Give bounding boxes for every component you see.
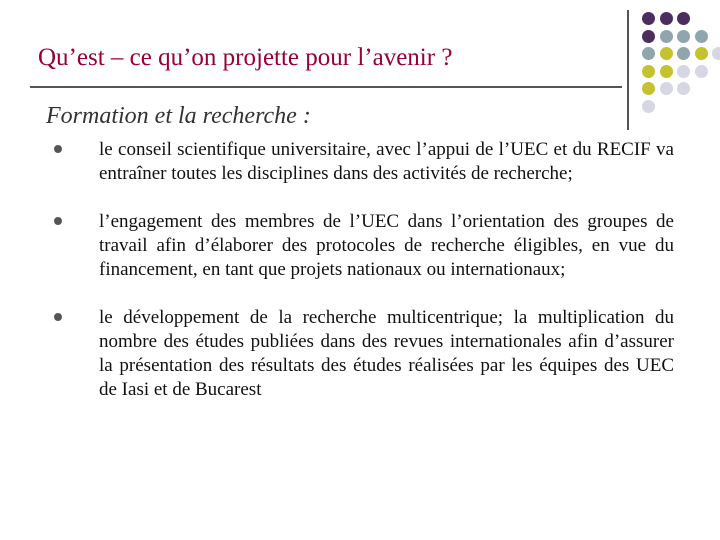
bullet-list [54,138,674,426]
decorative-dot [677,65,690,78]
decorative-dot [677,47,690,60]
bullet-dot-icon [54,145,62,153]
list-item [54,306,674,402]
decorative-dot [677,82,690,95]
decorative-dot [642,65,655,78]
slide-title: Qu’est – ce qu’on projette pour l’avenir ? [38,44,453,71]
decorative-dot [660,12,673,25]
title-divider-vertical [627,10,629,130]
decorative-dot [660,30,673,43]
decorative-dot [642,47,655,60]
decorative-dot [695,30,708,43]
decorative-dot [660,82,673,95]
decorative-dot [695,65,708,78]
bullet-dot-icon [54,217,62,225]
list-item [54,138,674,186]
decorative-dot [660,47,673,60]
decorative-dot [642,12,655,25]
bullet-dot-icon [54,313,62,321]
list-item [54,210,674,282]
decorative-dot [642,82,655,95]
decorative-dot [695,47,708,60]
bullet-text: le conseil scientifique universitaire, avec l’appui de l’UEC et du RECIF va entraîner toutes les disciplines dans des activités de recherche; [99,139,674,184]
title-divider-horizontal [30,86,622,88]
decorative-dot [712,47,720,60]
decorative-dot [642,100,655,113]
decorative-dot [660,65,673,78]
decorative-dot [677,30,690,43]
section-subtitle: Formation et la recherche : [46,103,311,129]
decorative-dot [642,30,655,43]
decorative-dot [677,12,690,25]
bullet-text: le développement de la recherche multicentrique; la multiplication du nombre des études publiées dans des revues internationales afin d’assurer la présentation des résultats des études réalisées par les équipes des UEC de Iasi et de Bucarest [99,307,674,400]
bullet-text: l’engagement des membres de l’UEC dans l’orientation des groupes de travail afin d’élaborer des protocoles de recherche éligibles, en vue du financement, en tant que projets nationaux ou internationaux; [99,211,674,280]
